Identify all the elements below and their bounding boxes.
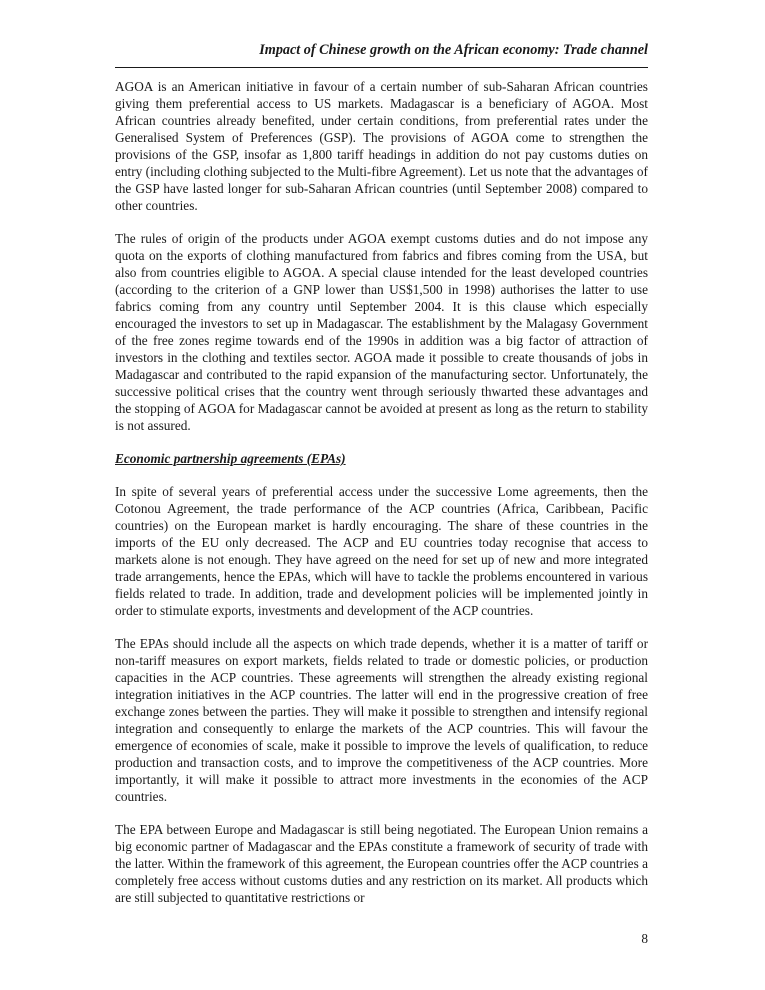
- header-rule: [115, 67, 648, 68]
- page-number: 8: [641, 931, 648, 946]
- section-heading-epas: Economic partnership agreements (EPAs): [115, 451, 346, 466]
- paragraph-epa-madagascar: The EPA between Europe and Madagascar is still being negotiated. The European Union remains a big economic partner of Madagascar and the EPAs constitute a framework of security of trade with the latter. Within the framework of this agreement, the European countries offer the ACP countries a completely free access without customs duties and any restriction on its market. All products which are still subjected to quantitative restrictions or: [115, 822, 648, 905]
- paragraph-agoa-rules-of-origin: The rules of origin of the products under AGOA exempt customs duties and do not impose any quota on the exports of clothing manufactured from fabrics and fibres coming from the USA, but also from countries eligible to AGOA. A special clause intended for the least developed countries (according to the criterion of a GNP lower than US$1,500 in 1998) authorises the latter to use fabrics coming from any country until September 2004. It is this clause which especially encouraged the investors to set up in Madagascar. The establishment by the Malagasy Government of the free zones regime towards end of the 1990s in addition was a big factor of attraction of investors in the clothing and textiles sector. AGOA made it possible to create thousands of jobs in Madagascar and contributed to the rapid expansion of the manufacturing sector. Unfortunately, the successive political crises that the country went through seriously thwarted these advantages and the stopping of AGOA for Madagascar cannot be avoided at present as long as the return to stability is not assured.: [115, 231, 648, 433]
- paragraph-agoa-intro: AGOA is an American initiative in favour of a certain number of sub-Saharan African countries giving them preferential access to US markets. Madagascar is a beneficiary of AGOA. Most African countries already benefited, under certain conditions, from preferential rates under the Generalised System of Preferences (GSP). The provisions of AGOA come to strengthen the provisions of the GSP, insofar as 1,800 tariff headings in addition do not pay customs duties on entry (including clothing subjected to the Multi-fibre Agreement). Let us note that the advantages of the GSP have lasted longer for sub-Saharan African countries (until September 2008) compared to other countries.: [115, 79, 648, 213]
- page-body: [115, 78, 648, 922]
- paragraph-epas-background: In spite of several years of preferential access under the successive Lome agreements, then the Cotonou Agreement, the trade performance of the ACP countries (Africa, Caribbean, Pacific countries) on the European market is hardly encouraging. The share of these countries in the imports of the EU only decreased. The ACP and EU countries today recognise that access to markets alone is not enough. They have agreed on the need for set up of new and more integrated trade arrangements, hence the EPAs, which will have to tackle the problems encountered in various fields related to trade. In addition, trade and development policies will be implemented jointly in order to stimulate exports, investments and development of the ACP countries.: [115, 484, 648, 618]
- running-header: Impact of Chinese growth on the African economy: Trade channel: [259, 42, 648, 58]
- paragraph-epas-scope: The EPAs should include all the aspects on which trade depends, whether it is a matter of tariff or non-tariff measures on export markets, fields related to trade or domestic policies, or production capacities in the ACP countries. These agreements will strengthen the already existing regional integration initiatives in the ACP countries. The latter will end in the progressive creation of free exchange zones between the parties. They will make it possible to strengthen and intensify regional integration and consequently to enlarge the markets of the ACP countries. This will favour the emergence of economies of scale, make it possible to improve the levels of qualification, to reduce production and transaction costs, and to improve the competitiveness of the ACP countries. More importantly, it will make it possible to attract more investments in the economies of the ACP countries.: [115, 636, 648, 804]
